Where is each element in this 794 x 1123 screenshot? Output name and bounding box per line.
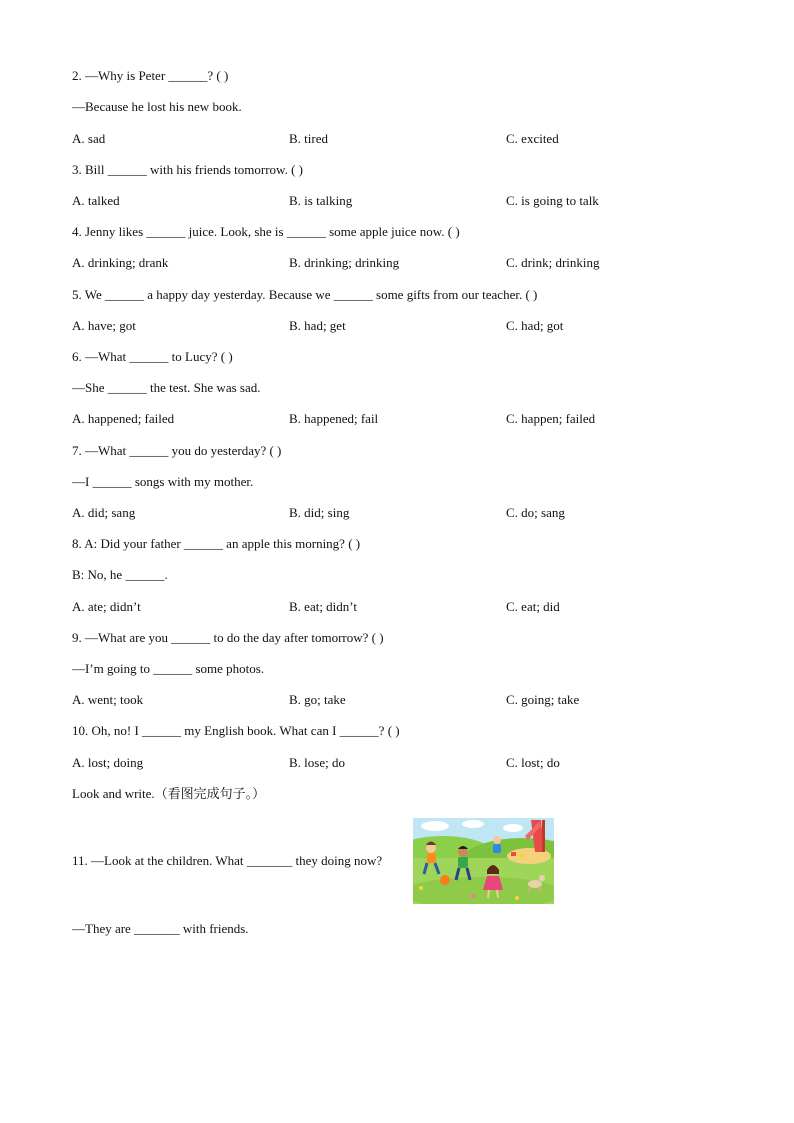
question-2-line-2: —Because he lost his new book.: [72, 99, 242, 114]
question-7-option-a: A. did; sang: [72, 505, 136, 520]
question-6-line-1: 6. —What ______ to Lucy? ( ): [72, 349, 233, 364]
question-8-option-b: B. eat; didn’t: [289, 599, 358, 614]
question-9-line-1: 9. —What are you ______ to do the day after tomorrow? ( ): [72, 630, 384, 645]
section-title: Look and write.（看图完成句子。）: [72, 786, 266, 801]
question-4-option-c: C. drink; drinking: [506, 255, 600, 270]
question-5-line-1: 5. We ______ a happy day yesterday. Because we ______ some gifts from our teacher. ( ): [72, 287, 538, 302]
question-2-line-1: 2. —Why is Peter ______? ( ): [72, 68, 229, 83]
question-3-option-a: A. talked: [72, 193, 120, 208]
question-4-option-b: B. drinking; drinking: [289, 255, 400, 270]
question-6-option-b: B. happened; fail: [289, 411, 379, 426]
question-3-line-1: 3. Bill ______ with his friends tomorrow. ( ): [72, 162, 303, 177]
question-10-line-1: 10. Oh, no! I ______ my English book. What can I ______? ( ): [72, 723, 400, 738]
question-7-line-1: 7. —What ______ you do yesterday? ( ): [72, 443, 282, 458]
question-10-option-a: A. lost; doing: [72, 755, 144, 770]
question-9-option-c: C. going; take: [506, 692, 580, 707]
question-8-option-a: A. ate; didn’t: [72, 599, 141, 614]
question-2-option-b: B. tired: [289, 131, 328, 146]
question-4-line-1: 4. Jenny likes ______ juice. Look, she is ______ some apple juice now. ( ): [72, 224, 460, 239]
question-7-line-2: —I ______ songs with my mother.: [72, 474, 254, 489]
question-5-option-b: B. had; get: [289, 318, 346, 333]
question-4-option-a: A. drinking; drank: [72, 255, 169, 270]
question-6-option-a: A. happened; failed: [72, 411, 175, 426]
question-3-option-b: B. is talking: [289, 193, 353, 208]
question-5-option-c: C. had; got: [506, 318, 564, 333]
question-8-option-c: C. eat; did: [506, 599, 560, 614]
question-6-option-c: C. happen; failed: [506, 411, 596, 426]
question-9-option-a: A. went; took: [72, 692, 144, 707]
question-7-option-b: B. did; sing: [289, 505, 350, 520]
question-10-option-b: B. lose; do: [289, 755, 345, 770]
question-9-option-b: B. go; take: [289, 692, 346, 707]
question-2-option-a: A. sad: [72, 131, 106, 146]
question-11-line-1: 11. —Look at the children. What _______ they doing now?: [72, 853, 383, 868]
question-2-option-c: C. excited: [506, 131, 559, 146]
question-8-line-2: B: No, he ______.: [72, 567, 168, 582]
question-5-option-a: A. have; got: [72, 318, 136, 333]
question-10-option-c: C. lost; do: [506, 755, 560, 770]
children-playground-illustration: [413, 818, 554, 904]
question-9-line-2: —I’m going to ______ some photos.: [72, 661, 265, 676]
question-11-line-2: —They are _______ with friends.: [72, 921, 249, 936]
question-3-option-c: C. is going to talk: [506, 193, 599, 208]
question-6-line-2: —She ______ the test. She was sad.: [72, 380, 261, 395]
question-7-option-c: C. do; sang: [506, 505, 565, 520]
question-8-line-1: 8. A: Did your father ______ an apple this morning? ( ): [72, 536, 361, 551]
